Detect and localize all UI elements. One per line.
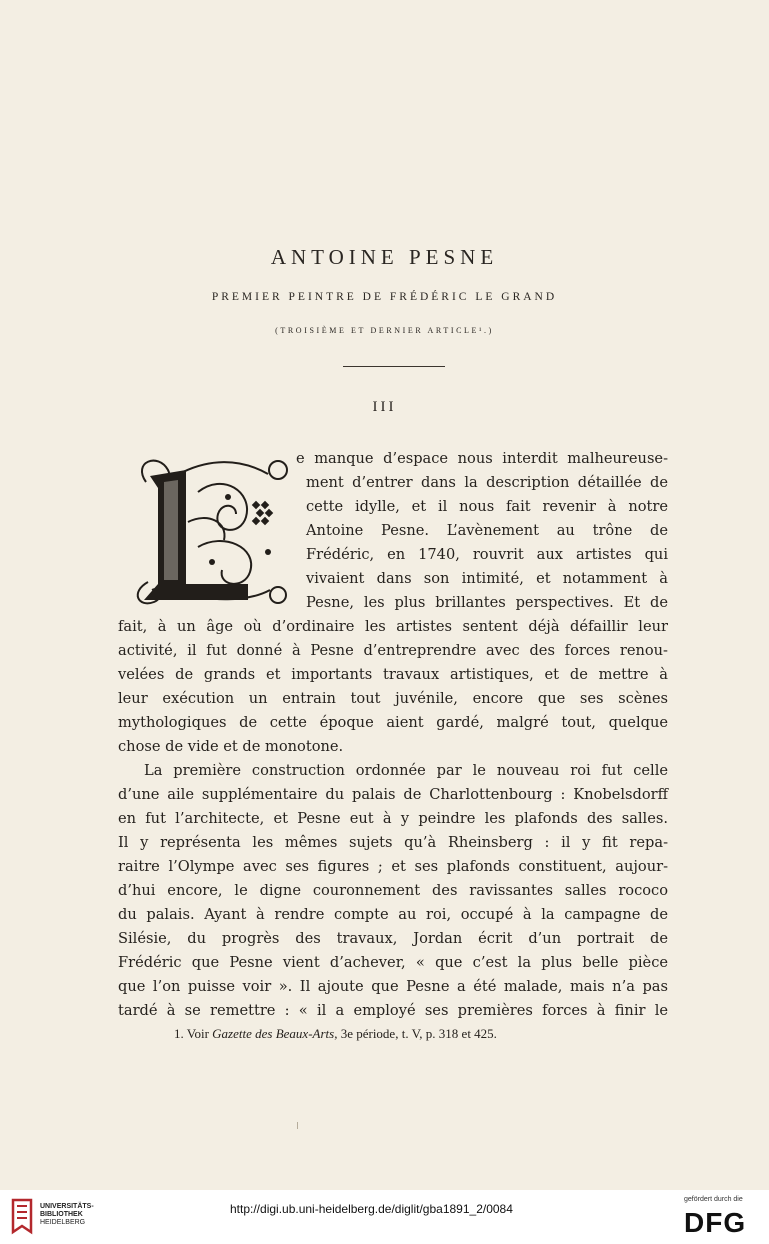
body-line: velées de grands et importants travaux artistiques, et de mettre à [118, 666, 668, 683]
body-line: d’hui encore, le digne couronnement des ravissantes salles rococo [118, 882, 668, 899]
footer-bar [0, 1190, 769, 1244]
body-line: raitre l’Olympe avec ses figures ; et ses plafonds constituent, aujour- [118, 858, 668, 875]
body-line: que l’on puisse voir ». Il ajoute que Pesne a été malade, mais n’a pas [118, 978, 668, 995]
footnote [174, 1026, 497, 1042]
library-line: BIBLIOTHEK [40, 1211, 83, 1218]
body-line: leur exécution un entrain tout juvénile, encore que ses scènes [118, 690, 668, 707]
title-rule [343, 366, 445, 367]
body-line: Il y représenta les mêmes sujets qu’à Rheinsberg : il y fit repa- [118, 834, 668, 851]
body-line: tardé à se remettre : « il a employé ses premières forces à finir le [118, 1002, 668, 1019]
library-line: UNIVERSITÄTS- [40, 1203, 94, 1210]
article-subtitle: PREMIER PEINTRE DE FRÉDÉRIC LE GRAND [211, 291, 558, 303]
body-line: Frédéric que Pesne vient d’achever, « que c’est la plus belle pièce [118, 954, 668, 971]
paper-speck [297, 1122, 298, 1129]
article-title: ANTOINE PESNE [270, 245, 499, 269]
body-line: du palais. Ayant à rendre compte au roi, occupé à la campagne de [118, 906, 668, 923]
body-line: mythologiques de cette époque aient gardé, malgré tout, quelque [118, 714, 668, 731]
body-line: chose de vide et de monotone. [118, 738, 344, 755]
body-line: d’une aile supplémentaire du palais de Charlottenbourg : Knobelsdorff [118, 786, 668, 803]
funder-caption: gefördert durch die [684, 1196, 743, 1203]
body-line: fait, à un âge où d’ordinaire les artistes sentent déjà défaillir leur [118, 618, 668, 635]
university-library-logo-icon[interactable] [9, 1196, 35, 1236]
article-note: (TROISIÈME ET DERNIER ARTICLE¹.) [275, 326, 494, 335]
body-line: vivaient dans son intimité, et notamment à [306, 570, 668, 587]
body-line: e manque d’espace nous interdit malheureuse- [296, 450, 668, 467]
body-line: activité, il fut donné à Pesne d’entreprendre avec des forces renou- [118, 642, 668, 659]
body-line: Antoine Pesne. L’avènement au trône de [306, 522, 668, 539]
ornamental-initial-icon [128, 452, 291, 608]
body-line: cette idylle, et il nous fait revenir à notre [306, 498, 668, 515]
footnote-prefix: 1. Voir [174, 1026, 213, 1041]
footnote-suffix: , 3e période, t. V, p. 318 et 425. [334, 1026, 497, 1041]
body-line: La première construction ordonnée par le nouveau roi fut celle [144, 762, 668, 779]
source-url-link[interactable]: http://digi.ub.uni-heidelberg.de/diglit/gba1891_2/0084 [230, 1202, 513, 1216]
library-line: HEIDELBERG [40, 1219, 86, 1226]
body-line: Frédéric, en 1740, rouvrit aux artistes qui [306, 546, 668, 563]
body-line: ment d’entrer dans la description détaillée de [306, 474, 668, 491]
university-library-name [40, 1203, 94, 1227]
dfg-logo[interactable]: DFG [684, 1207, 747, 1238]
footnote-journal: Gazette des Beaux-Arts [212, 1026, 335, 1041]
body-line: Pesne, les plus brillantes perspectives. Et de [306, 594, 668, 611]
section-number: III [372, 399, 397, 415]
body-line: en fut l’architecte, et Pesne eut à y peindre les plafonds des salles. [118, 810, 668, 827]
body-line: Silésie, du progrès des travaux, Jordan écrit d’un portrait de [118, 930, 668, 947]
